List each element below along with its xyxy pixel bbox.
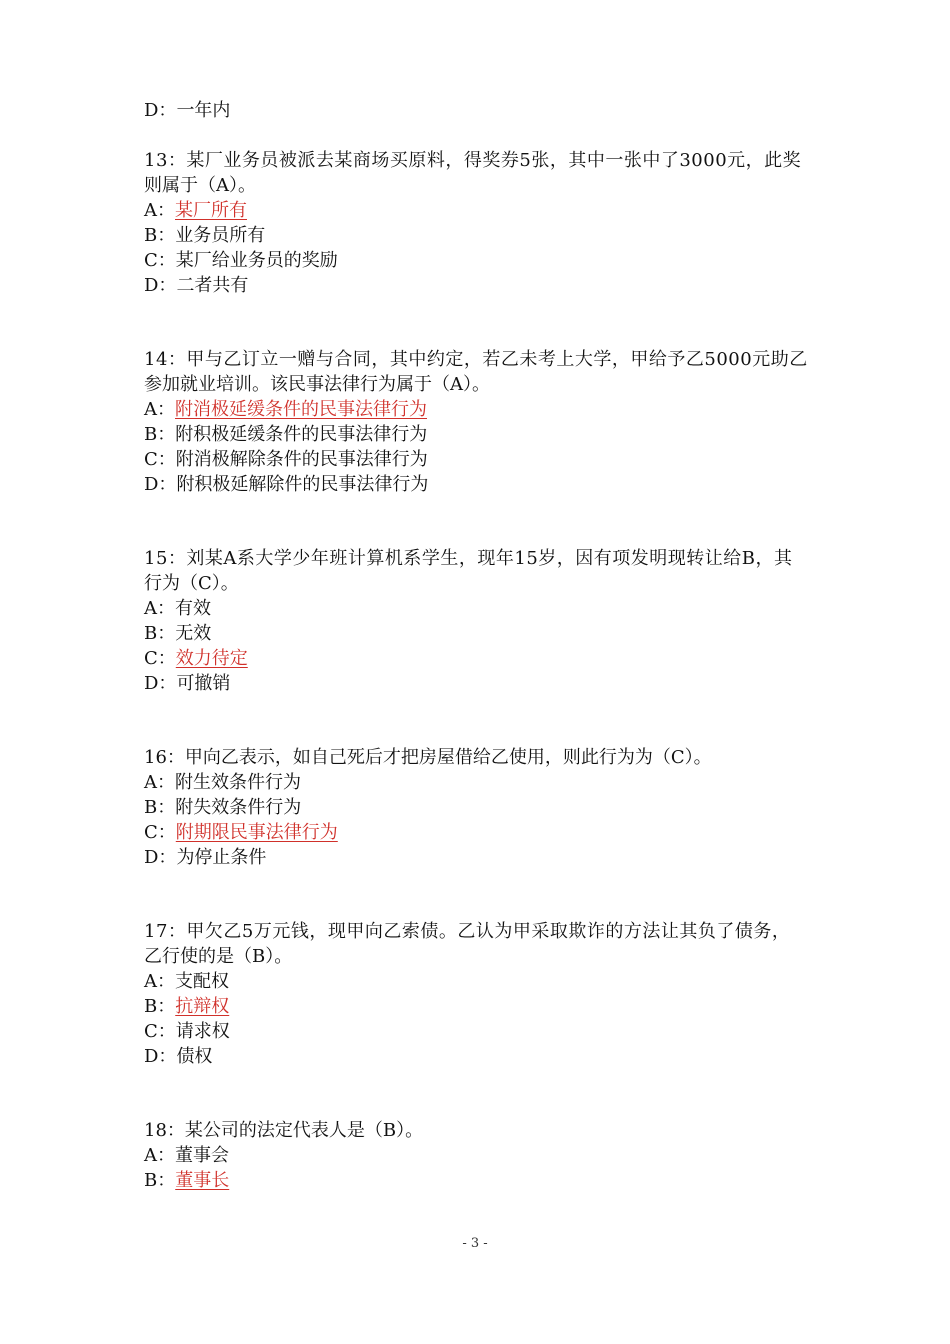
- option-prefix: D：: [144, 275, 177, 296]
- option-text: 附积极延缓条件的民事法律行为: [175, 424, 428, 445]
- option-prefix: A：: [144, 971, 175, 992]
- option-a: [144, 596, 211, 621]
- option-c: [144, 820, 338, 845]
- option-text: 附积极延解除件的民事法律行为: [176, 474, 429, 495]
- option-text: 债权: [176, 1046, 213, 1067]
- option-prefix: C：: [144, 1021, 176, 1042]
- option-text: 可撤销: [176, 673, 231, 694]
- correct-answer-text: 效力待定: [175, 648, 248, 669]
- page-number: - 3 -: [462, 1236, 488, 1251]
- question-stem: 16：甲向乙表示，如自己死后才把房屋借给乙使用，则此行为为（C）。: [144, 747, 712, 768]
- option-a: [144, 397, 427, 422]
- correct-answer-text: 附期限民事法律行为: [175, 822, 338, 843]
- question-stem-continuation: 行为（C）。: [144, 573, 239, 594]
- option-text: 请求权: [175, 1021, 230, 1042]
- option-text: 为停止条件: [176, 847, 267, 868]
- option-c: [144, 1019, 230, 1044]
- option-prefix: A：: [144, 200, 175, 221]
- option-prefix: C：: [144, 648, 176, 669]
- question-stem: 17：甲欠乙5万元钱，现甲向乙索债。乙认为甲采取欺诈的方法让其负了债务，: [144, 921, 791, 942]
- option-prefix: C：: [144, 250, 176, 271]
- option-prefix: B：: [144, 996, 176, 1017]
- option-prefix: D：: [144, 847, 177, 868]
- option-b: [144, 621, 211, 646]
- option-prefix: B：: [144, 225, 176, 246]
- option-d: [144, 1044, 212, 1069]
- option-text: 业务员所有: [175, 225, 266, 246]
- option-prefix: D：: [144, 100, 177, 121]
- option-b: [144, 422, 427, 447]
- option-d: [144, 671, 230, 696]
- option-prefix: A：: [144, 772, 175, 793]
- correct-answer-text: 抗辩权: [175, 996, 230, 1017]
- correct-answer-text: 董事长: [175, 1170, 230, 1191]
- option-prefix: B：: [144, 424, 176, 445]
- option-text: 二者共有: [176, 275, 249, 296]
- option-prefix: B：: [144, 1170, 176, 1191]
- option-c: [144, 646, 248, 671]
- correct-answer-text: 附消极延缓条件的民事法律行为: [175, 399, 427, 420]
- question-stem: 13：某厂业务员被派去某商场买原料，得奖券5张，其中一张中了3000元，此奖: [144, 150, 802, 171]
- option-d: [144, 472, 428, 497]
- option-text: 附消极解除条件的民事法律行为: [175, 449, 428, 470]
- option-text: 附失效条件行为: [175, 797, 302, 818]
- option-c: [144, 447, 428, 472]
- option-text: 董事会: [175, 1145, 229, 1166]
- option-b: [144, 795, 301, 820]
- option-text: 附生效条件行为: [175, 772, 301, 793]
- option-prefix: B：: [144, 797, 176, 818]
- option-d: [144, 98, 230, 123]
- option-prefix: A：: [144, 1145, 175, 1166]
- option-text: 支配权: [175, 971, 229, 992]
- question-stem-continuation: 参加就业培训。该民事法律行为属于（A）。: [144, 374, 490, 395]
- option-prefix: D：: [144, 1046, 177, 1067]
- question-stem-continuation: 则属于（A）。: [144, 175, 256, 196]
- option-a: [144, 969, 229, 994]
- option-text: 一年内: [176, 100, 231, 121]
- option-b: [144, 994, 229, 1019]
- option-text: 有效: [175, 598, 211, 619]
- option-prefix: D：: [144, 474, 177, 495]
- option-d: [144, 845, 266, 870]
- option-prefix: C：: [144, 449, 176, 470]
- question-stem: 15：刘某A系大学少年班计算机系学生，现年15岁，因有项发明现转让给B，其: [144, 548, 793, 569]
- option-a: [144, 198, 247, 223]
- question-stem-continuation: 乙行使的是（B）。: [144, 946, 293, 967]
- option-text: 某厂给业务员的奖励: [175, 250, 338, 271]
- option-prefix: C：: [144, 822, 176, 843]
- option-b: [144, 223, 265, 248]
- option-prefix: B：: [144, 623, 176, 644]
- option-text: 无效: [175, 623, 212, 644]
- option-prefix: A：: [144, 598, 175, 619]
- question-stem: 18：某公司的法定代表人是（B）。: [144, 1120, 424, 1141]
- option-b: [144, 1168, 229, 1193]
- option-a: [144, 770, 301, 795]
- question-stem: 14：甲与乙订立一赠与合同，其中约定，若乙未考上大学，甲给予乙5000元助乙: [144, 349, 808, 370]
- correct-answer-text: 某厂所有: [175, 200, 247, 221]
- option-prefix: A：: [144, 399, 175, 420]
- option-c: [144, 248, 338, 273]
- option-prefix: D：: [144, 673, 177, 694]
- option-d: [144, 273, 248, 298]
- option-a: [144, 1143, 229, 1168]
